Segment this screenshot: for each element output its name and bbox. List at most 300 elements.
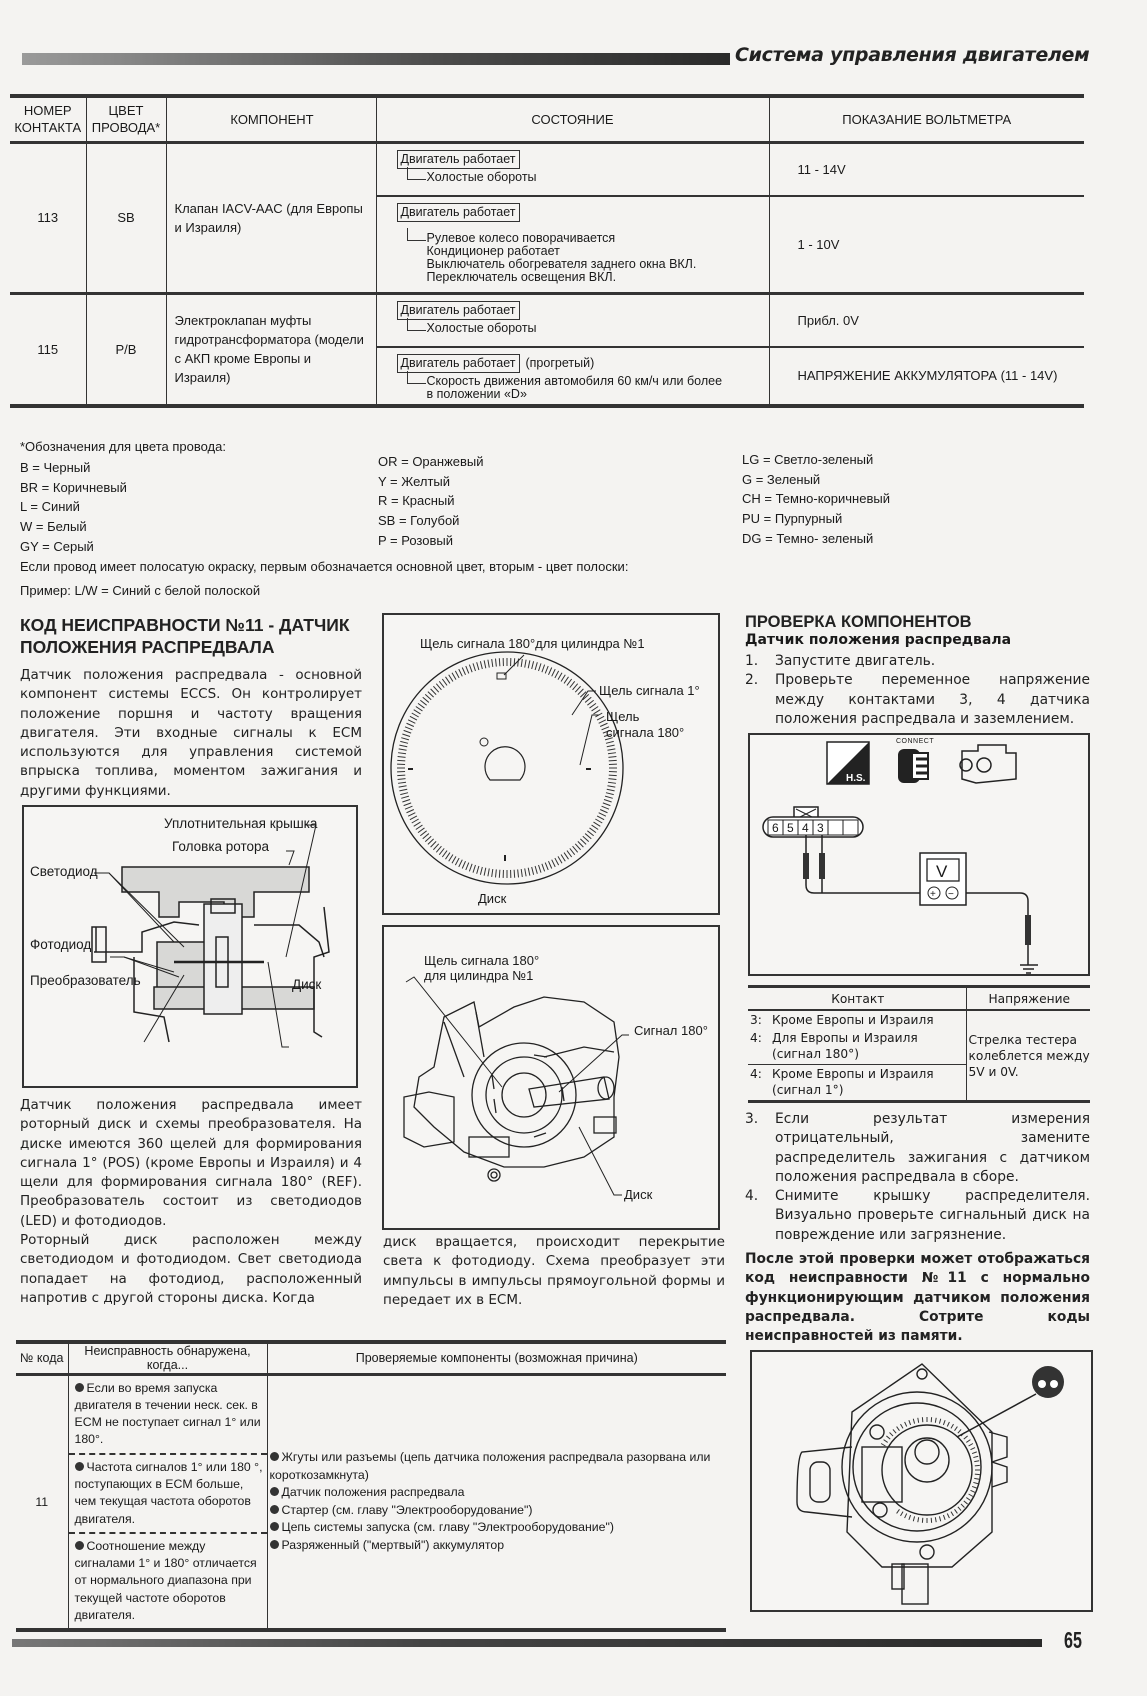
- disk-slot-tick: [587, 831, 593, 836]
- voltage-value: Прибл. 0V: [797, 312, 859, 328]
- disk-slot-tick: [398, 753, 406, 754]
- disk-slot-tick: [969, 1444, 973, 1447]
- disk-slot-tick: [405, 806, 412, 809]
- connect-label: CONNECT: [896, 738, 935, 745]
- wire-color-legend-col1: [20, 458, 127, 557]
- disk-slot-tick: [414, 710, 421, 714]
- legend-entry: OR = Оранжевый: [378, 454, 484, 469]
- disk-slot-tick: [555, 858, 559, 865]
- disk-slot-tick: [402, 800, 410, 802]
- disk-slot-tick: [609, 775, 617, 776]
- disk-slot-tick: [408, 813, 415, 817]
- disk-slot-tick: [918, 1418, 919, 1423]
- disk-slot-tick: [594, 822, 601, 826]
- hs-label: H.S.: [846, 773, 866, 784]
- contact-cell: [748, 1065, 966, 1101]
- disk-slot-tick: [436, 684, 441, 690]
- disk-slot-tick: [532, 661, 534, 669]
- disk-slot-tick: [499, 658, 500, 666]
- legend-entry: P = Розовый: [378, 532, 453, 548]
- disk-slot-tick: [416, 825, 423, 829]
- disk-slot-tick: [521, 869, 522, 877]
- section-heading-component-check: ПРОВЕРКА КОМПОНЕНТОВ: [745, 613, 972, 631]
- col-header-voltage: ПОКАЗАНИЕ ВОЛЬТМЕТРА: [769, 98, 1084, 142]
- step-text: Снимите крышку распределителя. Визуально проверьте сигнальный диск на повреждение или загрязнение.: [775, 1188, 1090, 1243]
- possible-cause: [270, 1449, 725, 1484]
- procedure-steps: [745, 1110, 1090, 1245]
- disk-slot-tick: [404, 730, 412, 733]
- contact-entry: [750, 1030, 964, 1062]
- disk-slot-tick: [897, 1427, 900, 1431]
- disk-slot-tick: [961, 1504, 965, 1508]
- disk-slot-tick: [575, 686, 580, 692]
- disk-slot-tick: [573, 684, 578, 690]
- disk-slot-tick: [528, 868, 530, 876]
- disk-slot-tick: [607, 745, 615, 747]
- disk-slot-tick: [400, 793, 408, 795]
- disk-slot-tick: [412, 713, 419, 717]
- disk-slot-tick: [969, 1494, 973, 1497]
- label-slot-180-cyl1-line2: для цилиндра №1: [424, 968, 534, 983]
- fault-condition: [69, 1532, 267, 1628]
- label-slot-1deg: Щель сигнала 1°: [599, 683, 700, 698]
- disk-slot-tick: [442, 679, 447, 685]
- connector-pin-number: 4: [802, 821, 809, 835]
- state-cell: [376, 293, 769, 404]
- step-text: Проверьте переменное напряжение между контактами 3, 4 датчика положения распредвала и заземлением.: [775, 672, 1090, 727]
- col-header-check-items: Проверяемые компоненты (возможная причина): [267, 1344, 726, 1374]
- disk-slot-tick: [496, 869, 497, 877]
- disk-slot-tick: [973, 1456, 978, 1457]
- state-condition-box: Двигатель работает: [397, 150, 520, 169]
- signal-disk-drawing: [384, 615, 718, 913]
- disk-slot-tick: [597, 716, 604, 720]
- disk-slot-tick: [578, 841, 584, 847]
- condition-text: Соотношение между сигналами 1° и 180° отличается от нормального диапазона при текущей частоте оборотов двигателя.: [74, 1538, 257, 1623]
- disk-slot-tick: [964, 1436, 968, 1439]
- disk-slot-tick: [528, 660, 530, 668]
- disk-slot-tick: [401, 796, 409, 798]
- disk-slot-tick: [575, 844, 580, 850]
- disk-slot-tick: [901, 1512, 904, 1516]
- disk-slot-tick: [398, 782, 406, 783]
- disk-slot-tick: [552, 669, 556, 676]
- contact-desc: Кроме Европы и Израиля (сигнал 1°): [772, 1067, 934, 1097]
- contact-number: 113: [10, 142, 86, 293]
- table-header-row: [10, 98, 1084, 142]
- disk-slot-tick: [496, 659, 497, 667]
- state-block: [377, 144, 769, 195]
- engine-icon: [960, 745, 1016, 783]
- legend-entry: B = Черный: [20, 460, 91, 475]
- disk-slot-tick: [473, 663, 475, 671]
- disk-slot-tick: [592, 825, 599, 829]
- possible-cause: [270, 1537, 725, 1555]
- disk-slot-tick: [558, 673, 562, 680]
- state-block: [377, 346, 769, 404]
- possible-cause: [270, 1519, 725, 1537]
- disk-slot-tick: [449, 855, 453, 862]
- disk-slot-tick: [594, 710, 601, 714]
- voltage-test-wiring-figure: [748, 733, 1090, 976]
- disk-slot-tick: [405, 727, 412, 730]
- disk-slot-tick: [428, 692, 434, 698]
- disk-slot-tick: [974, 1461, 979, 1462]
- label-slot-180: сигнала 180°: [606, 725, 685, 740]
- contact-entry: [750, 1066, 964, 1098]
- disk-slot-tick: [913, 1419, 914, 1424]
- disk-slot-tick: [599, 720, 606, 724]
- disk-slot-tick: [397, 760, 405, 761]
- label-disk: Диск: [624, 1187, 653, 1202]
- disk-slot-tick: [971, 1448, 976, 1450]
- disk-slot-tick: [518, 869, 519, 877]
- disk-slot-tick: [418, 828, 424, 833]
- disk-slot-tick: [462, 668, 465, 675]
- component-name: Клапан IACV-AAC (для Европы и Израиля): [166, 142, 376, 293]
- disk-slot-tick: [436, 846, 441, 852]
- subcondition-line: Рулевое колесо поворачивается: [426, 230, 616, 245]
- disk-slot-tick: [425, 694, 431, 699]
- contact-cell: [748, 1010, 966, 1065]
- procedure-step: [745, 1110, 1090, 1187]
- voltage-value: 1 - 10V: [770, 195, 1085, 292]
- disk-slot-tick: [607, 749, 615, 750]
- disk-slot-tick: [414, 822, 421, 826]
- header-rule: [22, 53, 730, 65]
- disk-slot-tick: [881, 1444, 885, 1447]
- disk-slot-tick: [951, 1424, 954, 1428]
- legend-entry: BR = Коричневый: [20, 479, 127, 495]
- legend-entry: CH = Темно-коричневый: [742, 491, 890, 507]
- distributor-figure: [382, 925, 720, 1230]
- disk-slot-tick: [484, 868, 486, 876]
- disk-slot-tick: [971, 1490, 976, 1492]
- disk-slot-tick: [558, 856, 562, 863]
- disk-slot-tick: [606, 741, 614, 743]
- sensor-cross-section-figure: [22, 805, 358, 1088]
- label-slot: Щель: [606, 709, 640, 724]
- state-subcondition: [397, 375, 769, 401]
- contact-voltage-table: [748, 985, 1090, 1103]
- contact-pin: 4:: [750, 1067, 762, 1081]
- paragraph: Роторный диск расположен между светодиодом и фотодиодом. Свет светодиода попадает на фотодиод, расположенный напротив с другой стороны диска. Когда: [20, 1232, 362, 1306]
- component-name: Электроклапан муфты гидротрансформатора (модели с АКП кроме Европы и Израиля): [166, 293, 376, 404]
- voltmeter: [920, 853, 966, 905]
- section-paragraph: Датчик положения распредвала - основной компонент системы ECCS. Он контролирует положение поршня и частоту вращения двигателя. Эти входные сигналы к ECM используются для управления системой впрыска топлива, моментом зажигания и другими функциями.: [20, 667, 362, 799]
- causes-cell: [267, 1374, 726, 1628]
- cause-text: Жгуты или разъемы (цепь датчика положения распредвала разорвана или короткозамкнута): [269, 1450, 711, 1482]
- label-led: Светодиод: [30, 864, 98, 879]
- disk-slot-tick: [397, 775, 405, 776]
- label-slot-180-cyl1: Щель сигнала 180°для цилиндра №1: [420, 636, 645, 651]
- legend-entry: R = Красный: [378, 493, 455, 509]
- minus-terminal: −: [948, 889, 954, 900]
- step-text: Запустите двигатель.: [775, 653, 936, 669]
- disk-slot-tick: [488, 868, 489, 876]
- disk-slot-tick: [445, 853, 449, 860]
- connector-pin-number: 3: [817, 821, 824, 835]
- disk-slot-tick: [399, 789, 407, 791]
- state-condition-box: Двигатель работает: [397, 301, 520, 320]
- col-header-component: КОМПОНЕНТ: [166, 98, 376, 142]
- wire-color-legend-col2: [378, 452, 484, 551]
- legend-entry: G = Зеленый: [742, 471, 821, 487]
- legend-entry: GY = Серый: [20, 538, 94, 554]
- col-header-code: № кода: [16, 1344, 68, 1374]
- legend-entry: L = Синий: [20, 499, 80, 515]
- plus-terminal: +: [930, 889, 936, 900]
- bullet-icon: [270, 1540, 279, 1549]
- disk-slot-tick: [886, 1436, 890, 1439]
- disk-slot-tick: [428, 839, 434, 845]
- state-subcondition: [397, 322, 769, 335]
- disk-slot-tick: [964, 1501, 968, 1504]
- disk-slot-tick: [951, 1512, 954, 1516]
- disk-slot-tick: [966, 1498, 970, 1501]
- disk-slot-tick: [433, 686, 438, 692]
- legend-entry: LG = Светло-зеленый: [742, 452, 874, 467]
- table-row: [10, 293, 1084, 404]
- disk-slot-tick: [607, 786, 615, 787]
- state-qualifier: (прогретый): [525, 355, 595, 370]
- disk-slot-tick: [431, 841, 437, 847]
- disk-slot-tick: [597, 816, 604, 820]
- step-text: Если результат измерения отрицательный, замените распределитель зажигания с датчиком положения распредвала в сборе.: [775, 1111, 1090, 1185]
- disk-slot-tick: [585, 697, 591, 702]
- disk-slot-tick: [973, 1482, 978, 1483]
- disk-slot-tick: [407, 723, 414, 726]
- disk-slot-tick: [416, 706, 423, 710]
- legend-entry: DG = Темно- зеленый: [742, 530, 874, 546]
- col-header-wire: ЦВЕТ ПРОВОДА*: [86, 98, 166, 142]
- center-bore: [485, 747, 525, 780]
- bullet-icon: [75, 1383, 84, 1392]
- disk-slot-tick: [514, 870, 515, 878]
- disk-slot-tick: [947, 1422, 949, 1427]
- table-row: [10, 142, 1084, 293]
- disk-slot-tick: [893, 1429, 896, 1433]
- pin-voltage-table: [10, 94, 1084, 408]
- state-block: [377, 195, 769, 292]
- sensor-cross-section-drawing: [24, 807, 356, 1086]
- disk-slot-tick: [488, 660, 489, 668]
- paragraph: Датчик положения распредвала имеет роторный диск и схемы преобразователя. На диске имеются 360 щелей для формирования сигнала 1° (POS) (кроме Европы и Израиля) и 4 щели для формирования сигнала 180° (REF). Преобразователь состоит из светодиодов (LED) и фотодиодов.: [20, 1097, 362, 1229]
- wire-color-legend-col3: [742, 450, 890, 549]
- disk-slot-tick: [545, 863, 548, 870]
- disk-slot-tick: [521, 659, 522, 667]
- disk-slot-tick: [499, 870, 500, 878]
- voltage-cell: [769, 142, 1084, 293]
- disk-slot-tick: [972, 1452, 977, 1454]
- fault-code: 11: [35, 1494, 49, 1509]
- disk-slot-tick: [561, 855, 565, 862]
- voltage-value: НАПРЯЖЕНИЕ АККУМУЛЯТОРА (11 - 14V): [770, 346, 1085, 404]
- hot-state-icon: [827, 742, 869, 784]
- disk-slot-tick: [585, 834, 591, 839]
- contact-desc: Для Европы и Израиля (сигнал 180°): [772, 1031, 918, 1061]
- table-header-row: [748, 988, 1090, 1010]
- label-seal-cap: Уплотнительная крышка: [164, 816, 318, 831]
- disk-slot-tick: [909, 1420, 911, 1425]
- distributor-top-view-drawing: [752, 1352, 1091, 1610]
- procedure-step: [745, 671, 1090, 729]
- disk-slot-tick: [909, 1515, 911, 1520]
- disk-slot-tick: [974, 1478, 979, 1479]
- disk-slot-tick: [567, 679, 572, 685]
- section-heading-code-11: КОД НЕИСПРАВНОСТИ №11 - ДАТЧИК ПОЛОЖЕНИЯ РАСПРЕДВАЛА: [20, 615, 350, 657]
- disk-slot-tick: [539, 865, 541, 873]
- bullet-icon: [270, 1452, 279, 1461]
- disk-slot-tick: [604, 800, 612, 802]
- disk-slot-tick: [587, 700, 593, 705]
- disk-slot-tick: [398, 779, 406, 780]
- disk-slot-tick: [605, 796, 613, 798]
- disk-slot-tick: [599, 813, 606, 817]
- disk-slot-tick: [407, 809, 414, 812]
- contact-entry: [750, 1012, 964, 1028]
- disk-slot-tick: [913, 1516, 914, 1521]
- disk-slot-tick: [958, 1429, 961, 1433]
- disk-slot-tick: [410, 716, 417, 720]
- disk-slot-tick: [884, 1440, 888, 1443]
- fault-condition: [69, 1376, 267, 1453]
- disk-slot-tick: [943, 1515, 945, 1520]
- disk-slot-tick: [473, 865, 475, 873]
- disk-slot-tick: [955, 1509, 958, 1513]
- legend-entry: W = Белый: [20, 519, 87, 535]
- page-number: 65: [1064, 1627, 1082, 1653]
- cause-text: Датчик положения распредвала: [281, 1485, 465, 1500]
- important-note: После этой проверки может отображаться код неисправности №11 с нормально функционирующим датчиком положения распредвала. Сотрите коды неисправностей из памяти.: [745, 1251, 1090, 1345]
- contact-pin: 4:: [750, 1031, 762, 1045]
- legend-example: Пример: L/W = Синий с белой полоской: [20, 583, 261, 598]
- disk-slot-tick: [552, 860, 556, 867]
- disk-slot-tick: [459, 860, 463, 867]
- wire-color: SB: [86, 142, 166, 293]
- disk-slot-tick: [542, 665, 545, 673]
- disk-slot-tick: [423, 834, 429, 839]
- disk-slot-tick: [901, 1424, 904, 1428]
- disk-slot-tick: [492, 869, 493, 877]
- wire-color: P/B: [86, 293, 166, 404]
- label-signal-180: Сигнал 180°: [634, 1023, 708, 1038]
- disk-slot-tick: [442, 851, 447, 857]
- state-subcondition: [397, 171, 769, 184]
- state-condition-box: Двигатель работает: [397, 354, 520, 373]
- disk-slot-tick: [402, 734, 410, 736]
- signal-disk-figure: [382, 613, 720, 915]
- connect-icon: [896, 738, 934, 783]
- connector-pin-number: 6: [772, 821, 779, 835]
- bullet-icon: [270, 1487, 279, 1496]
- disk-slot-tick: [609, 760, 617, 761]
- disk-slot-tick: [532, 867, 534, 875]
- state-subcondition: [397, 232, 769, 284]
- disk-slot-tick: [399, 749, 407, 750]
- condition-text: Если во время запуска двигателя в течении неск. сек. в ECM не поступает сигнал 1° или 180°.: [74, 1380, 261, 1447]
- disk-slot-tick: [603, 803, 611, 806]
- disk-slot-tick: [477, 866, 479, 874]
- disk-slot-tick: [570, 681, 575, 687]
- disk-slot-tick: [943, 1420, 945, 1425]
- disk-slot-tick: [439, 848, 444, 854]
- legend-entry: Y = Желтый: [378, 473, 451, 489]
- procedure-steps: [745, 652, 1090, 729]
- voltmeter-label: V: [936, 862, 948, 881]
- section-subheading: Датчик положения распредвала: [745, 632, 1012, 648]
- disk-slot-tick: [525, 660, 526, 668]
- disk-slot-tick: [431, 689, 437, 695]
- wiring-diagram: [750, 735, 1088, 974]
- cause-text: Цепь системы запуска (см. главу "Электрооборудование"): [281, 1520, 614, 1535]
- bullet-icon: [75, 1462, 84, 1471]
- disk-slot-tick: [570, 848, 575, 854]
- contact-pin: 3:: [750, 1013, 762, 1027]
- distributor-drawing: [384, 927, 718, 1228]
- disk-slot-tick: [477, 662, 479, 670]
- subcondition-line: Выключатель обогревателя заднего окна ВКЛ.: [426, 256, 697, 271]
- bullet-icon: [75, 1541, 84, 1550]
- disk-slot-tick: [573, 846, 578, 852]
- table-header-row: [16, 1344, 726, 1374]
- cause-text: Разряженный ("мертвый") аккумулятор: [281, 1537, 505, 1552]
- running-header-title: Система управления двигателем: [735, 44, 1090, 66]
- disk-slot-tick: [439, 681, 444, 687]
- disk-slot-tick: [897, 1509, 900, 1513]
- slot-180: [504, 855, 506, 861]
- step-number: 2.: [745, 672, 759, 689]
- disk-slot-tick: [905, 1514, 907, 1519]
- col-header-contact: НОМЕР КОНТАКТА: [10, 98, 86, 142]
- col-header-voltage: Напряжение: [966, 988, 1090, 1010]
- disk-slot-tick: [947, 1514, 949, 1519]
- subcondition-line: Холостые обороты: [426, 320, 537, 335]
- disk-slot-tick: [548, 668, 551, 675]
- disk-slot-tick: [590, 703, 596, 708]
- possible-cause: [270, 1484, 725, 1502]
- state-cell: [376, 142, 769, 293]
- disk-slot-tick: [398, 757, 406, 758]
- disk-slot-tick: [420, 831, 426, 836]
- procedure-step: [745, 652, 1090, 671]
- distributor-signal-disk-figure: [750, 1350, 1093, 1612]
- disk-slot-tick: [462, 861, 465, 868]
- table-row: [748, 1010, 1090, 1065]
- label-slot-180-cyl1: Щель сигнала 180°: [424, 953, 540, 968]
- subcondition-line: в положении «D»: [426, 386, 527, 401]
- disk-slot-tick: [608, 753, 616, 754]
- disk-slot-tick: [595, 819, 602, 823]
- bullet-icon: [270, 1522, 279, 1531]
- disk-slot-tick: [608, 757, 616, 758]
- disk-slot-tick: [607, 789, 615, 791]
- disk-slot-tick: [535, 866, 537, 874]
- state-block: [377, 295, 769, 346]
- disk-slot-tick: [484, 660, 486, 668]
- label-disk: Диск: [292, 977, 322, 992]
- disk-slot-tick: [918, 1517, 919, 1522]
- disk-slot-tick: [564, 853, 568, 860]
- voltage-value: 11 - 14V: [797, 161, 846, 177]
- disk-slot-tick: [410, 816, 417, 820]
- subcondition-line: Кондиционер работает: [426, 243, 560, 258]
- disk-slot-tick: [452, 856, 456, 863]
- disk-slot-tick: [466, 863, 469, 870]
- disk-slot-tick: [404, 803, 412, 806]
- state-condition-box: Двигатель работает: [397, 203, 520, 222]
- disk-slot-tick: [455, 671, 459, 678]
